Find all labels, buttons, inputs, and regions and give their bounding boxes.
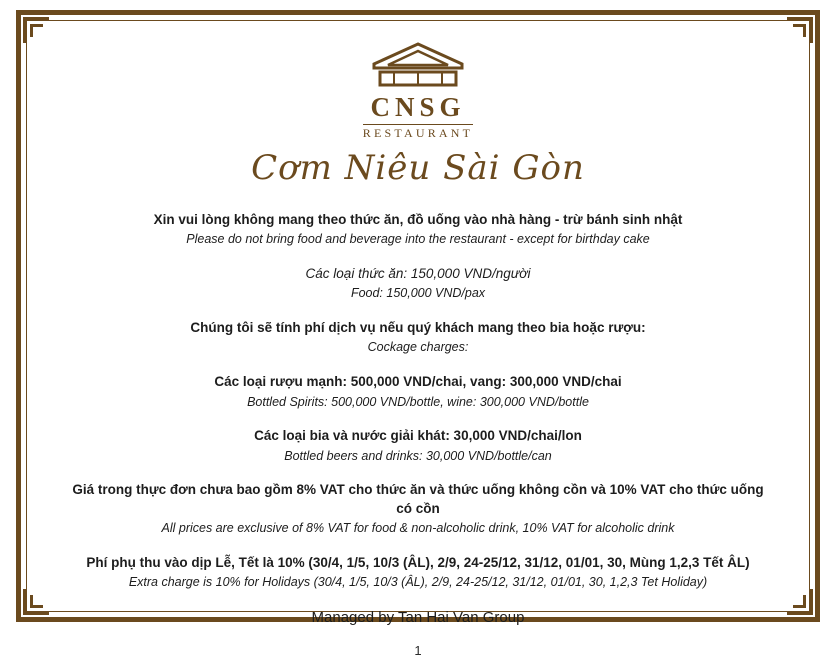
note-text-en: Food: 150,000 VND/pax (350, 286, 486, 301)
notes-list (68, 211, 768, 626)
note-text-en: All prices are exclusive of 8% VAT for food & non-alcoholic drink, 10% VAT for alcoholic drink (161, 520, 675, 535)
note-item (68, 211, 768, 248)
note-item (68, 319, 768, 356)
note-text-en: Extra charge is 10% for Holidays (30/4, 1/5, 10/3 (ÂL), 2/9, 24-25/12, 31/12, 01/01, 30, 1,2,3 Tet Holiday) (128, 575, 708, 589)
note-text-en: Please do not bring food and beverage into the restaurant - except for birthday cake (186, 232, 650, 247)
logo-name: CNSG (370, 92, 466, 122)
note-item (68, 373, 768, 410)
note-item (68, 481, 768, 536)
note-text-vi: Giá trong thực đơn chưa bao gồm 8% VAT cho thức ăn và thức uống không cồn và 10% VAT cho thức uống có cồn (72, 482, 764, 516)
note-text-vi: Phí phụ thu vào dịp Lễ, Tết là 10% (30/4, 1/5, 10/3 (ÂL), 2/9, 24-25/12, 31/12, 01/01, 30, Mùng 1,2,3 Tết ÂL) (86, 554, 750, 570)
note-item (68, 427, 768, 464)
note-text-en: Bottled Spirits: 500,000 VND/bottle, wine: 300,000 VND/bottle (247, 394, 589, 409)
restaurant-logo (251, 42, 585, 188)
house-roof-icon (251, 42, 585, 92)
page-number: 1 (414, 643, 422, 658)
note-item (68, 265, 768, 302)
note-text-vi: Các loại thức ăn: 150,000 VND/người (305, 266, 531, 282)
logo-script-name: Cơm Niêu Sài Gòn (251, 148, 585, 188)
note-text-en: Cockage charges: (367, 340, 469, 355)
note-text-vi: Các loại rượu mạnh: 500,000 VND/chai, vang: 300,000 VND/chai (214, 374, 622, 390)
logo-subtitle: RESTAURANT (362, 126, 474, 140)
note-item (68, 554, 768, 591)
note-text-vi: Chúng tôi sẽ tính phí dịch vụ nếu quý khách mang theo bia hoặc rượu: (190, 320, 646, 336)
note-text-vi: Xin vui lòng không mang theo thức ăn, đồ uống vào nhà hàng - trừ bánh sinh nhật (153, 212, 683, 227)
note-text-vi: Các loại bia và nước giải khát: 30,000 VND/chai/lon (254, 428, 582, 444)
note-text-en: Bottled beers and drinks: 30,000 VND/bottle/can (284, 448, 552, 463)
managed-by-text: Managed by Tan Hai Van Group (311, 608, 525, 626)
